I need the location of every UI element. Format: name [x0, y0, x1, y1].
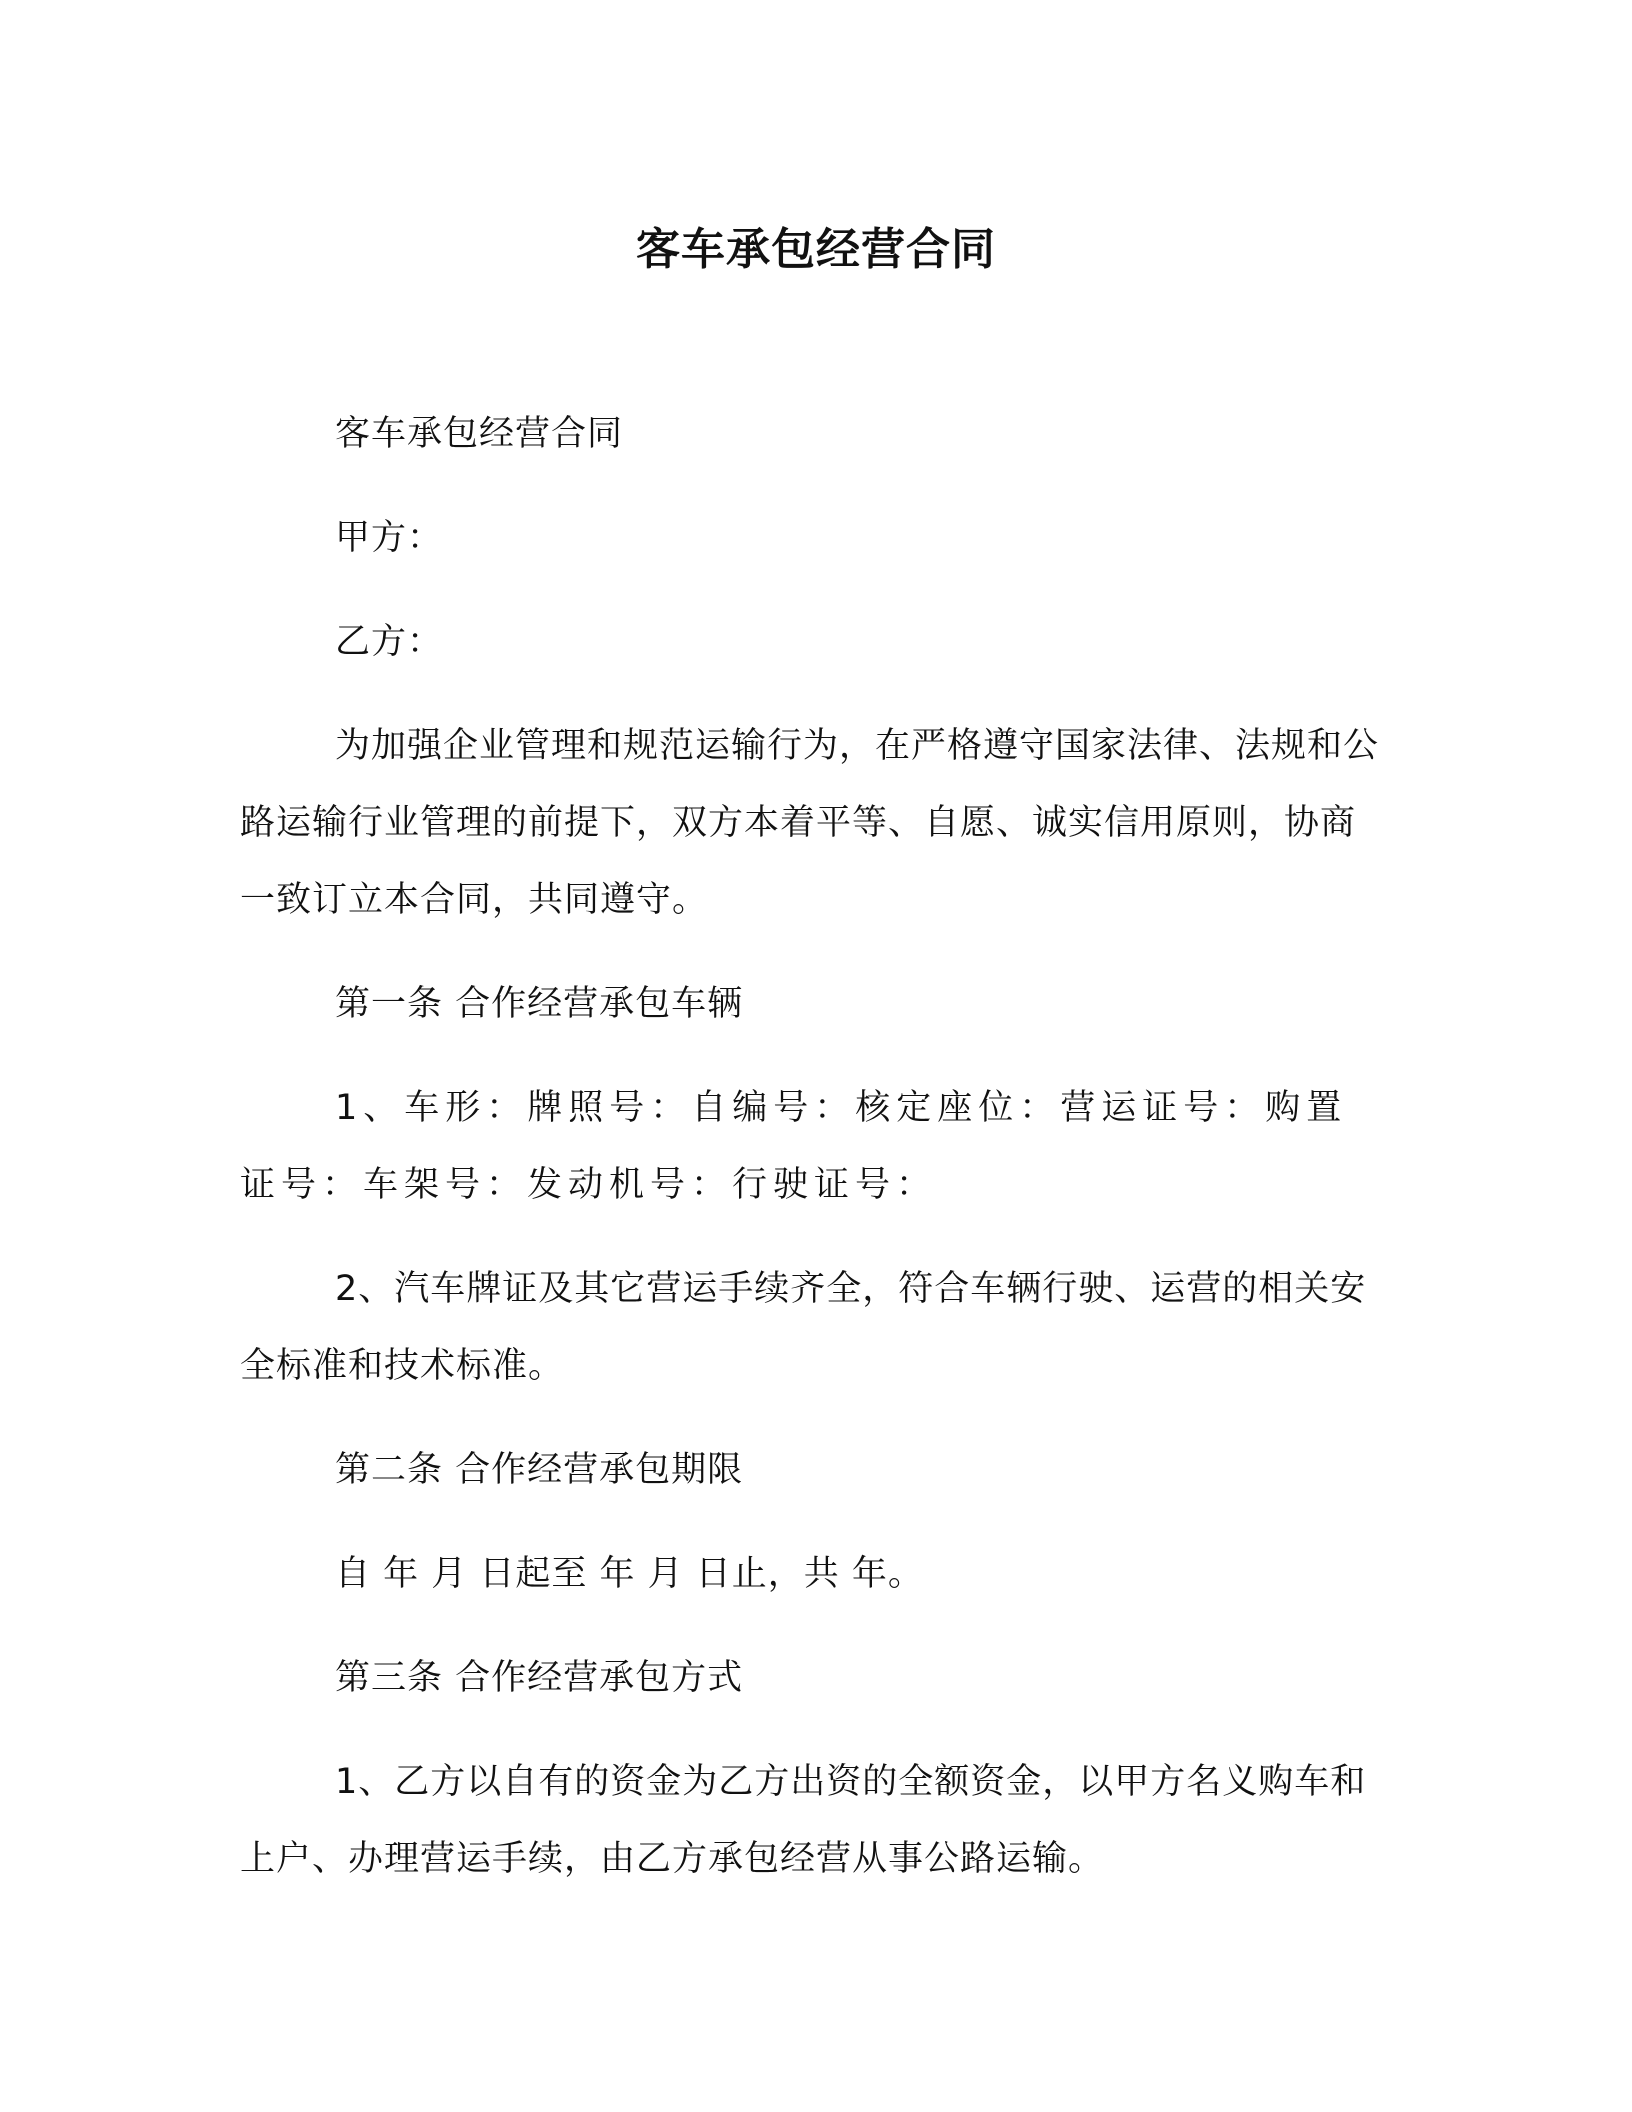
party-b-line: 乙方：: [335, 622, 444, 662]
party-a-line: 甲方：: [335, 518, 444, 558]
article-1-clause-2: 2、汽车牌证及其它营运手续齐全，符合车辆行驶、运营的相关安全标准和技术标准。: [240, 1269, 1367, 1386]
article-3-clause-1: 1、乙方以自有的资金为乙方出资的全额资金，以甲方名义购车和上户、办理营运手续，由乙方承包经营从事公路运输。: [240, 1762, 1367, 1879]
contract-subtitle: 客车承包经营合同: [335, 414, 624, 454]
article-2-heading: 第二条 合作经营承包期限: [335, 1450, 744, 1490]
preamble-paragraph: 为加强企业管理和规范运输行为，在严格遵守国家法律、法规和公路运输行业管理的前提下，双方本着平等、自愿、诚实信用原则，协商一致订立本合同，共同遵守。: [240, 726, 1380, 920]
article-1-heading: 第一条 合作经营承包车辆: [335, 984, 744, 1024]
document-body: [240, 396, 1388, 1898]
article-3-heading: 第三条 合作经营承包方式: [335, 1658, 744, 1698]
article-1-clause-1: 1、车形：牌照号：自编号：核定座位：营运证号：购置证号：车架号：发动机号：行驶证号：: [240, 1088, 1348, 1205]
document-title: 客车承包经营合同: [636, 224, 996, 275]
article-2-term: 自 年 月 日起至 年 月 日止，共 年。: [335, 1554, 924, 1594]
